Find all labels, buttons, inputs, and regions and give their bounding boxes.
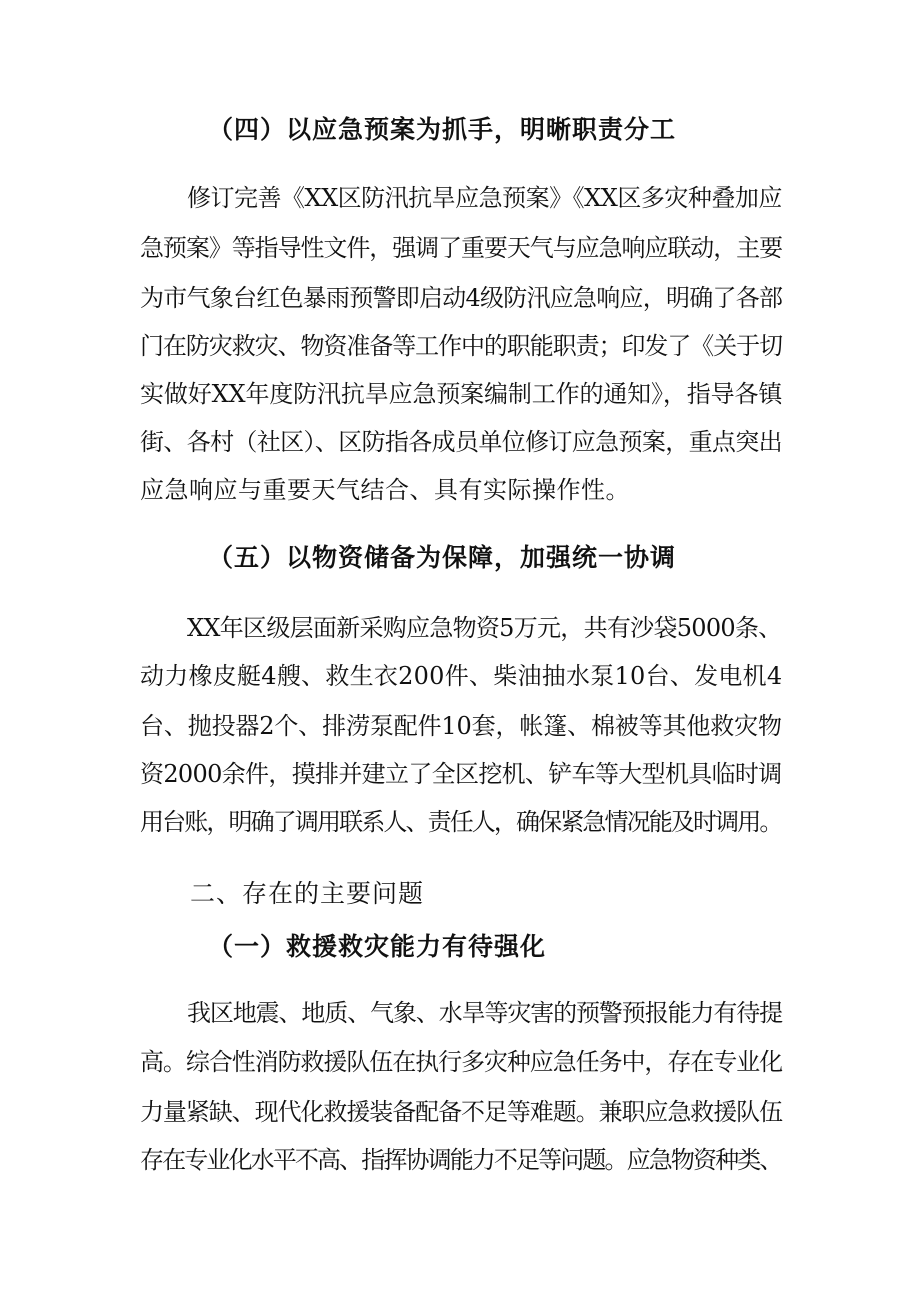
paragraph-line: 力量紧缺、现代化救援装备配备不足等难题。兼职应急救援队伍 — [140, 1098, 782, 1126]
paragraph-line: 应急响应与重要天气结合、具有实际操作性。 — [140, 476, 630, 504]
section-4-heading: （四）以应急预案为抓手，明晰职责分工 — [208, 115, 677, 144]
paragraph-line: 资2000余件，摸排并建立了全区挖机、铲车等大型机具临时调 — [140, 760, 782, 788]
paragraph-line: 用台账，明确了调用联系人、责任人，确保紧急情况能及时调用。 — [140, 808, 782, 836]
paragraph-line: 实做好XX年度防汛抗旱应急预案编制工作的通知》，指导各镇 — [140, 380, 783, 408]
paragraph-line: 急预案》等指导性文件，强调了重要天气与应急响应联动，主要 — [140, 234, 782, 262]
paragraph-line: 高。综合性消防救援队伍在执行多灾种应急任务中，存在专业化 — [140, 1048, 782, 1076]
paragraph-line: 动力橡皮艇4艘、救生衣200件、柴油抽水泵10台、发电机4 — [140, 662, 783, 690]
paragraph-line: 存在专业化水平不高、指挥协调能力不足等问题。应急物资种类、 — [140, 1146, 782, 1174]
paragraph-line: 我区地震、地质、气象、水旱等灾害的预警预报能力有待提 — [187, 999, 782, 1027]
part-2-heading: 二、存在的主要问题 — [190, 879, 425, 908]
paragraph-line: 门在防灾救灾、物资准备等工作中的职能职责；印发了《关于切 — [140, 332, 782, 360]
paragraph-line: 台、抛投器2个、排涝泵配件10套，帐篷、棉被等其他救灾物 — [140, 712, 782, 740]
paragraph-line: 为市气象台红色暴雨预警即启动4级防汛应急响应，明确了各部 — [140, 284, 783, 312]
paragraph-line: 街、各村（社区）、区防指各成员单位修订应急预案，重点突出 — [140, 428, 782, 456]
part-2-sub-1-heading: （一）救援救灾能力有待强化 — [208, 932, 547, 961]
paragraph-line: XX年区级层面新采购应急物资5万元，共有沙袋5000条、 — [187, 614, 782, 642]
paragraph-line: 修订完善《XX区防汛抗旱应急预案》《XX区多灾种叠加应 — [187, 184, 782, 212]
section-5-heading: （五）以物资储备为保障，加强统一协调 — [208, 543, 677, 572]
